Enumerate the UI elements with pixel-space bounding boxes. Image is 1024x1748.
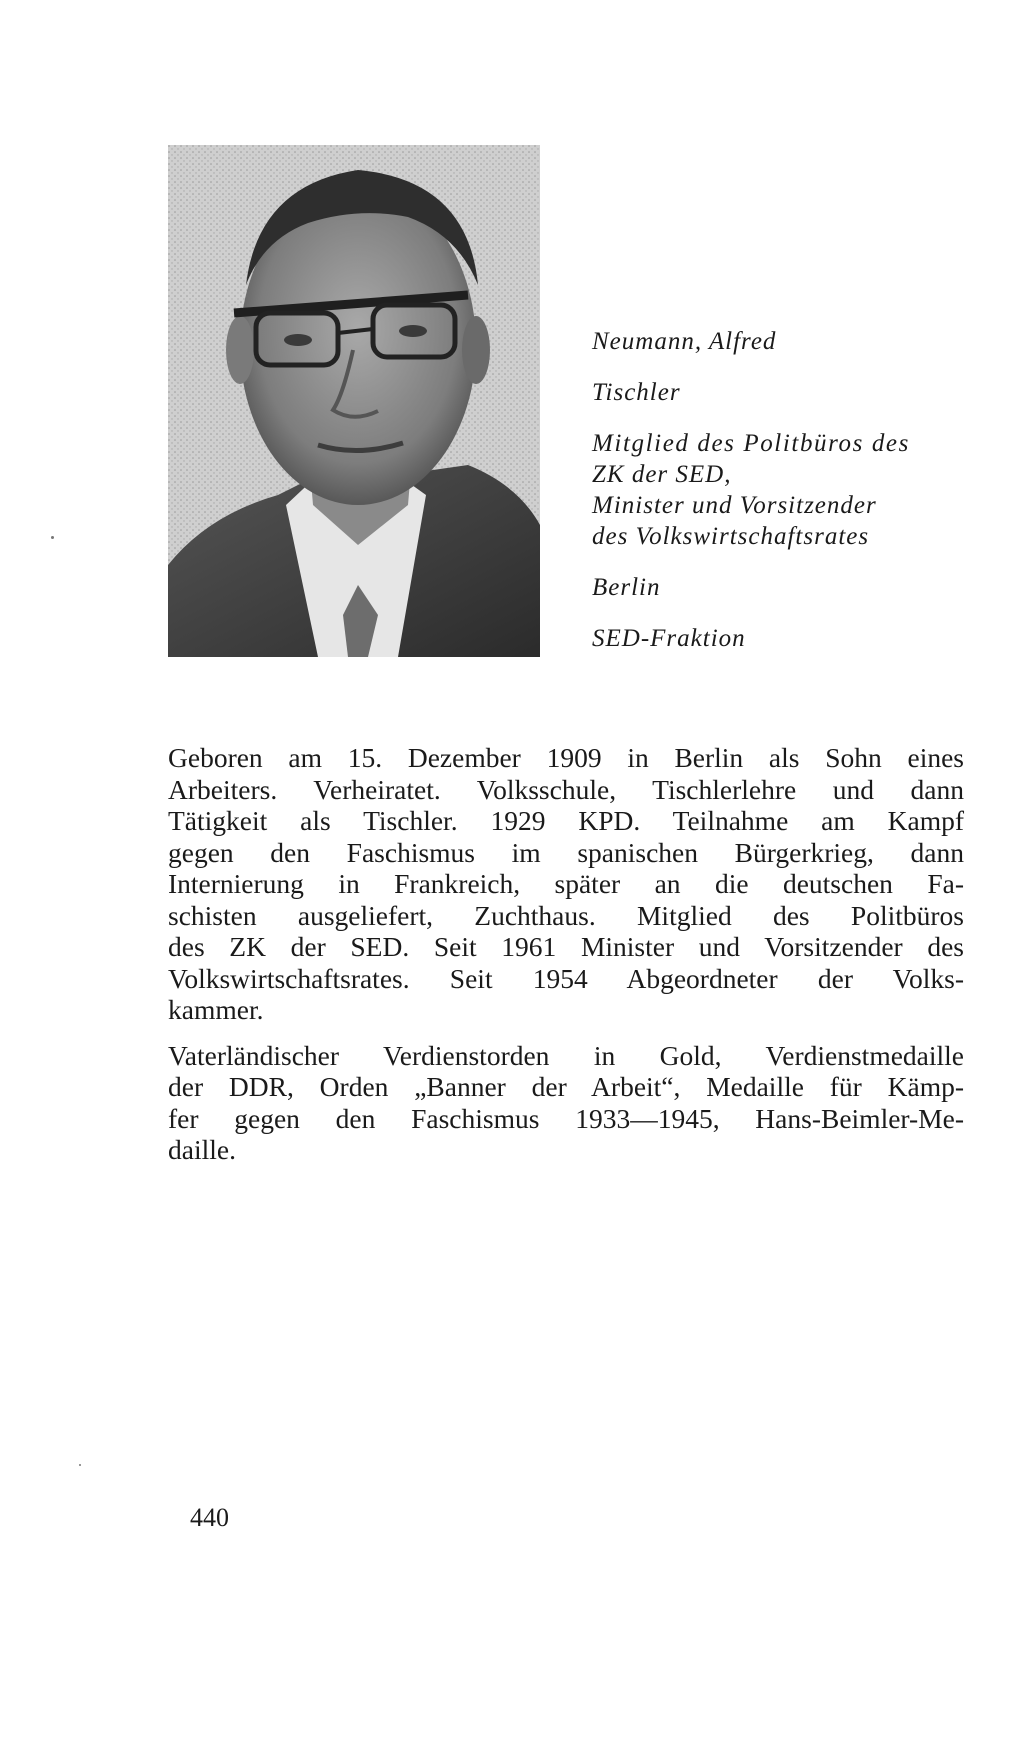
print-speck <box>79 1464 81 1466</box>
biography-line: kammer. <box>168 994 264 1025</box>
biography-line: des ZK der SED. Seit 1961 Minister und Vorsitzender des <box>168 931 964 962</box>
role-line: Mitglied des Politbüros des <box>592 430 910 457</box>
biography-line: Internierung in Frankreich, später an die deutschen Fa- <box>168 868 964 899</box>
portrait-photo-icon <box>168 145 540 657</box>
portrait-photo <box>168 145 540 657</box>
role-line: des Volkswirtschaftsrates <box>592 523 870 550</box>
profile-summary <box>592 326 992 674</box>
biography <box>168 742 964 1180</box>
page-number: 440 <box>190 1503 229 1532</box>
biography-line: schisten ausgeliefert, Zuchthaus. Mitglied des Politbüros <box>168 899 964 931</box>
occupation: Tischler <box>592 379 681 406</box>
awards-line: Vaterländischer Verdienstorden in Gold, Verdienstmedaille <box>168 1039 964 1071</box>
awards-line: der DDR, Orden „Banner der Arbeit“, Medaille für Kämp- <box>168 1071 964 1102</box>
role-line: ZK der SED, <box>592 461 732 488</box>
person-name: Neumann, Alfred <box>592 328 777 355</box>
awards-paragraph <box>168 1040 964 1166</box>
faction: SED-Fraktion <box>592 625 746 652</box>
biography-paragraph <box>168 742 964 1026</box>
biography-line: Geboren am 15. Dezember 1909 in Berlin als Sohn eines <box>168 742 964 773</box>
biography-line: Tätigkeit als Tischler. 1929 KPD. Teilnahme am Kampf <box>168 805 964 836</box>
print-speck <box>51 536 54 539</box>
biography-line: gegen den Faschismus im spanischen Bürgerkrieg, dann <box>168 836 964 868</box>
roles <box>592 428 992 552</box>
awards-line: daille. <box>168 1134 236 1165</box>
biography-line: Arbeiters. Verheiratet. Volksschule, Tischlerlehre und dann <box>168 773 964 805</box>
awards-line: fer gegen den Faschismus 1933—1945, Hans-Beimler-Me- <box>168 1102 964 1134</box>
location: Berlin <box>592 574 661 601</box>
role-line: Minister und Vorsitzender <box>592 492 877 519</box>
biography-line: Volkswirtschaftsrates. Seit 1954 Abgeordneter der Volks- <box>168 962 964 994</box>
